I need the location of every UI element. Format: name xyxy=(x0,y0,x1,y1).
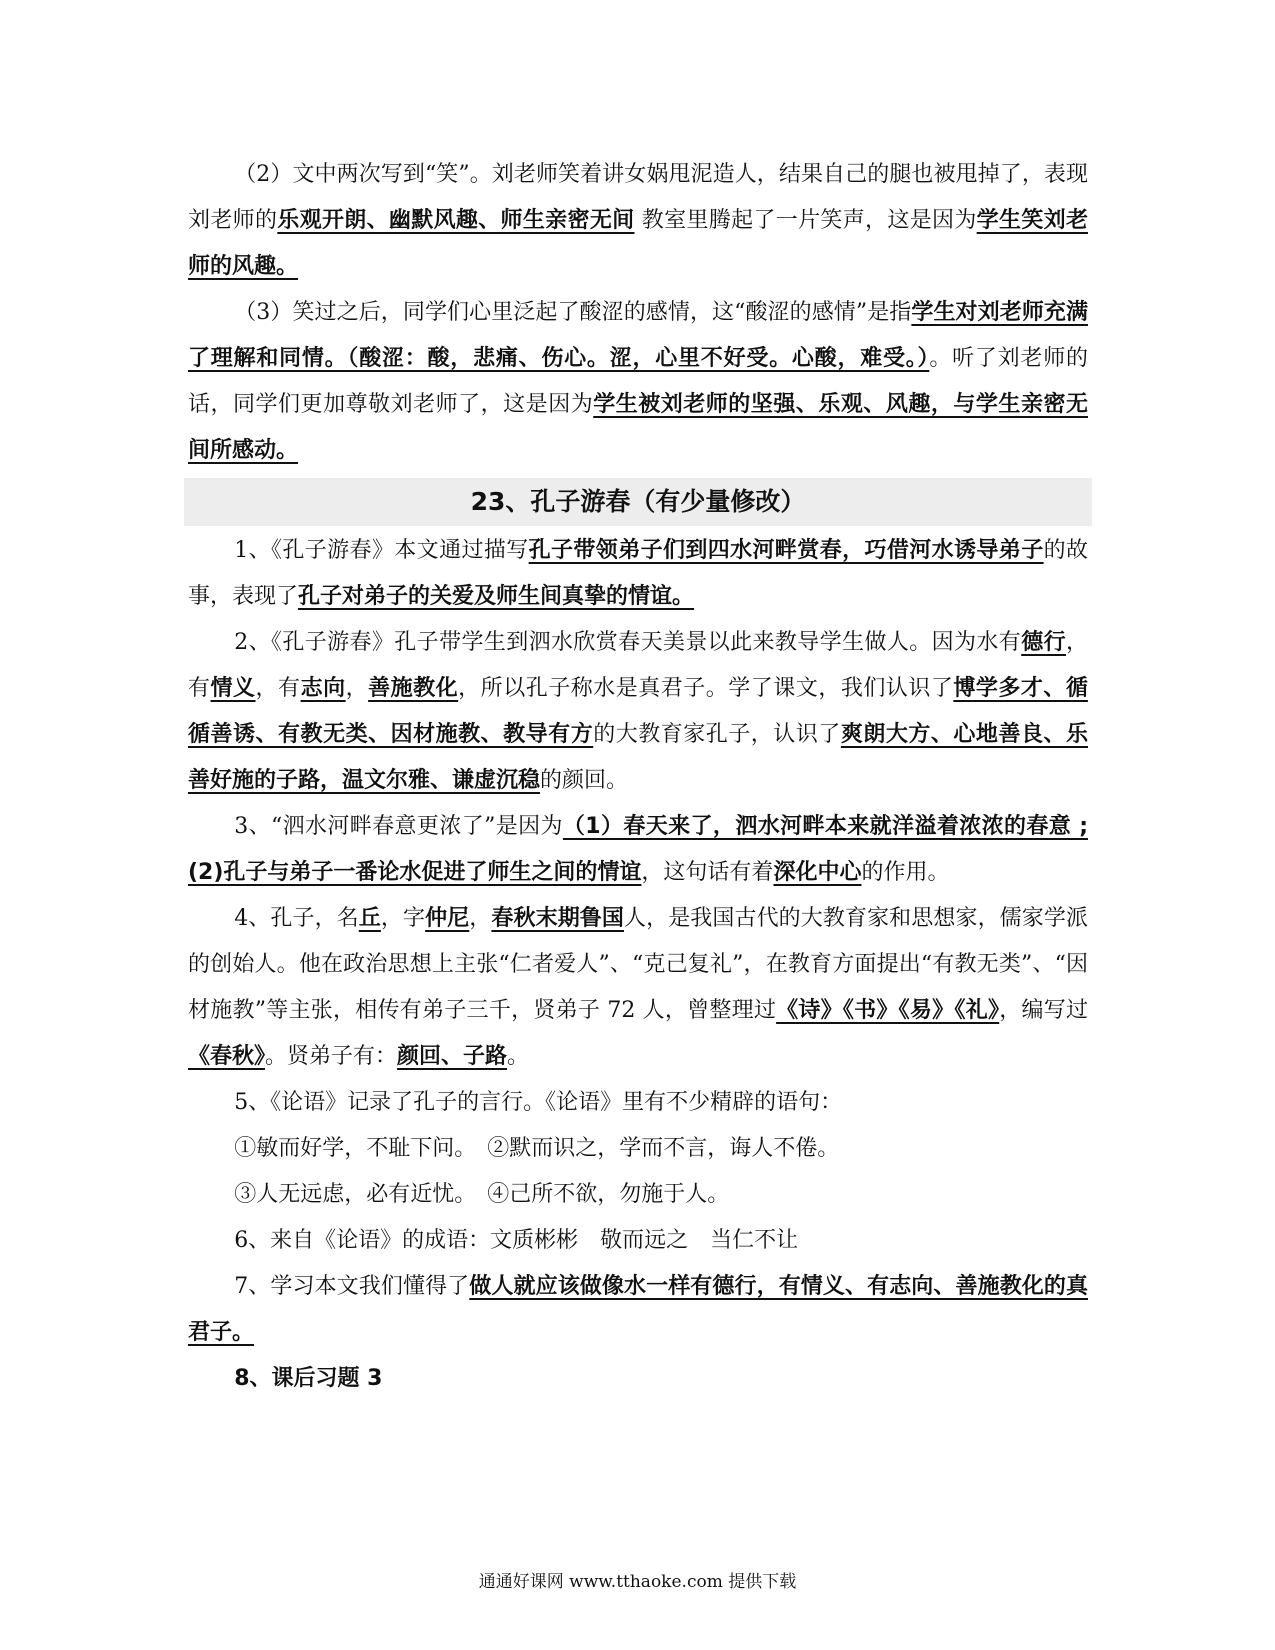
answer-text: 情义 xyxy=(210,676,256,701)
text-run: （3）笑过之后，同学们心里泛起了酸涩的感情，这“酸涩的感情”是指 xyxy=(234,300,912,325)
text-run: ，有 xyxy=(255,676,301,701)
text-run: 人，是我国古代的大教育家和思想家，儒家学派的创始人。他在政治思想上主张“仁者爱人”、“克己复礼”，在教育方面提出“有教无类”、“因材施教”等主张，相传有弟子三千，贤弟子 72 人，曾整理过 xyxy=(188,906,1088,1023)
text-run: 4、孔子，名 xyxy=(234,906,359,931)
text-run: 的故事，表现了 xyxy=(188,538,1088,609)
answer-text: 春秋末期鲁国 xyxy=(491,906,624,931)
text-run: ， xyxy=(345,676,369,701)
text-run: ，字 xyxy=(380,906,426,931)
answer-text: 丘 xyxy=(358,906,381,931)
answer-text: 深化中心 xyxy=(773,860,862,885)
document-body xyxy=(188,152,1088,1402)
answer-text: 爽朗大方、心地善良、乐善好施的子路，温文尔雅、谦虚沉稳 xyxy=(188,722,1088,793)
page-footer: 通通好课网 www.tthaoke.com 提供下载 xyxy=(478,1572,797,1592)
answer-text: 学生被刘老师的坚强、乐观、风趣，与学生亲密无间所感动。 xyxy=(188,392,1088,463)
text-run: ，这句话有着 xyxy=(641,860,774,885)
answer-text: 孔子带领弟子们到四水河畔赏春，巧借河水诱导弟子 xyxy=(528,538,1044,563)
question-6: 6、来自《论语》的成语：文质彬彬 敬而远之 当仁不让 xyxy=(234,1228,799,1253)
paragraph-2 xyxy=(188,152,1088,290)
text-run: 教室里腾起了一片笑声，这是因为 xyxy=(634,208,977,233)
answer-text: 仲尼 xyxy=(425,906,470,931)
answer-text: 颜回、子路 xyxy=(397,1044,508,1069)
answer-text: 善施教化 xyxy=(368,676,459,701)
question-4 xyxy=(188,896,1088,1080)
text-run: ， xyxy=(469,906,492,931)
answer-text: （1）春天来了，泗水河畔本来就洋溢着浓浓的春意 ;(2)孔子与弟子一番论水促进了师生之间的情谊 xyxy=(188,814,1088,885)
answer-text: 孔子对弟子的关爱及师生间真挚的情谊。 xyxy=(298,584,695,609)
paragraph-3 xyxy=(188,290,1088,474)
answer-text: 志向 xyxy=(300,676,346,701)
text-run: ，所以孔子称水是真君子。学了课文，我们认识了 xyxy=(458,676,954,701)
question-3 xyxy=(188,804,1088,896)
answer-text: 德行 xyxy=(1021,630,1066,655)
text-run: （2）文中两次写到“笑”。刘老师笑着讲女娲甩泥造人，结果自己的腿也被甩掉了，表现刘老师的 xyxy=(188,162,1088,233)
question-5-line-1: 5、《论语》记录了孔子的言行。《论语》里有不少精辟的语句： xyxy=(234,1090,843,1115)
question-1 xyxy=(188,528,1088,620)
answer-text: 《春秋》 xyxy=(188,1044,266,1069)
text-run: 。贤弟子有： xyxy=(265,1044,398,1069)
text-run: 的大教育家孔子，认识了 xyxy=(593,722,841,747)
text-run: ，有 xyxy=(188,630,1088,701)
text-run: 的作用。 xyxy=(861,860,950,885)
question-8: 8、课后习题 3 xyxy=(234,1366,383,1391)
text-run: 2、《孔子游春》孔子带学生到泗水欣赏春天美景以此来教导学生做人。因为水有 xyxy=(234,630,1022,655)
text-run: 的颜回。 xyxy=(540,768,629,793)
question-7 xyxy=(188,1264,1088,1356)
text-run: 3、“泗水河畔春意更浓了”是因为 xyxy=(234,814,563,839)
answer-text: 博学多才、循循善诱、有教无类、因材施教、教导有方 xyxy=(188,676,1088,747)
answer-text: 《诗》《书》《易》《礼》 xyxy=(776,998,1000,1023)
question-5-line-2: ①敏而好学，不耻下问。 ②默而识之，学而不言，诲人不倦。 xyxy=(234,1136,840,1161)
text-run: 1、《孔子游春》本文通过描写 xyxy=(234,538,529,563)
text-run: ，编写过 xyxy=(999,998,1088,1023)
question-2 xyxy=(188,620,1088,804)
section-heading: 23、孔子游春（有少量修改） xyxy=(184,478,1092,526)
answer-text: 学生对刘老师充满了理解和同情。（酸涩：酸，悲痛、伤心。涩，心里不好受。心酸，难受。） xyxy=(188,300,1088,371)
answer-text: 做人就应该做像水一样有德行，有情义、有志向、善施教化的真君子。 xyxy=(188,1274,1088,1345)
text-run: 。 xyxy=(507,1044,530,1069)
text-run: 7、学习本文我们懂得了 xyxy=(234,1274,470,1299)
answer-text: 乐观开朗、幽默风趣、师生亲密无间 xyxy=(277,208,635,233)
question-5-line-3: ③人无远虑，必有近忧。 ④己所不欲，勿施于人。 xyxy=(234,1182,730,1207)
text-run: 。听了刘老师的话，同学们更加尊敬刘老师了，这是因为 xyxy=(188,346,1088,417)
answer-text: 学生笑刘老师的风趣。 xyxy=(188,208,1088,279)
